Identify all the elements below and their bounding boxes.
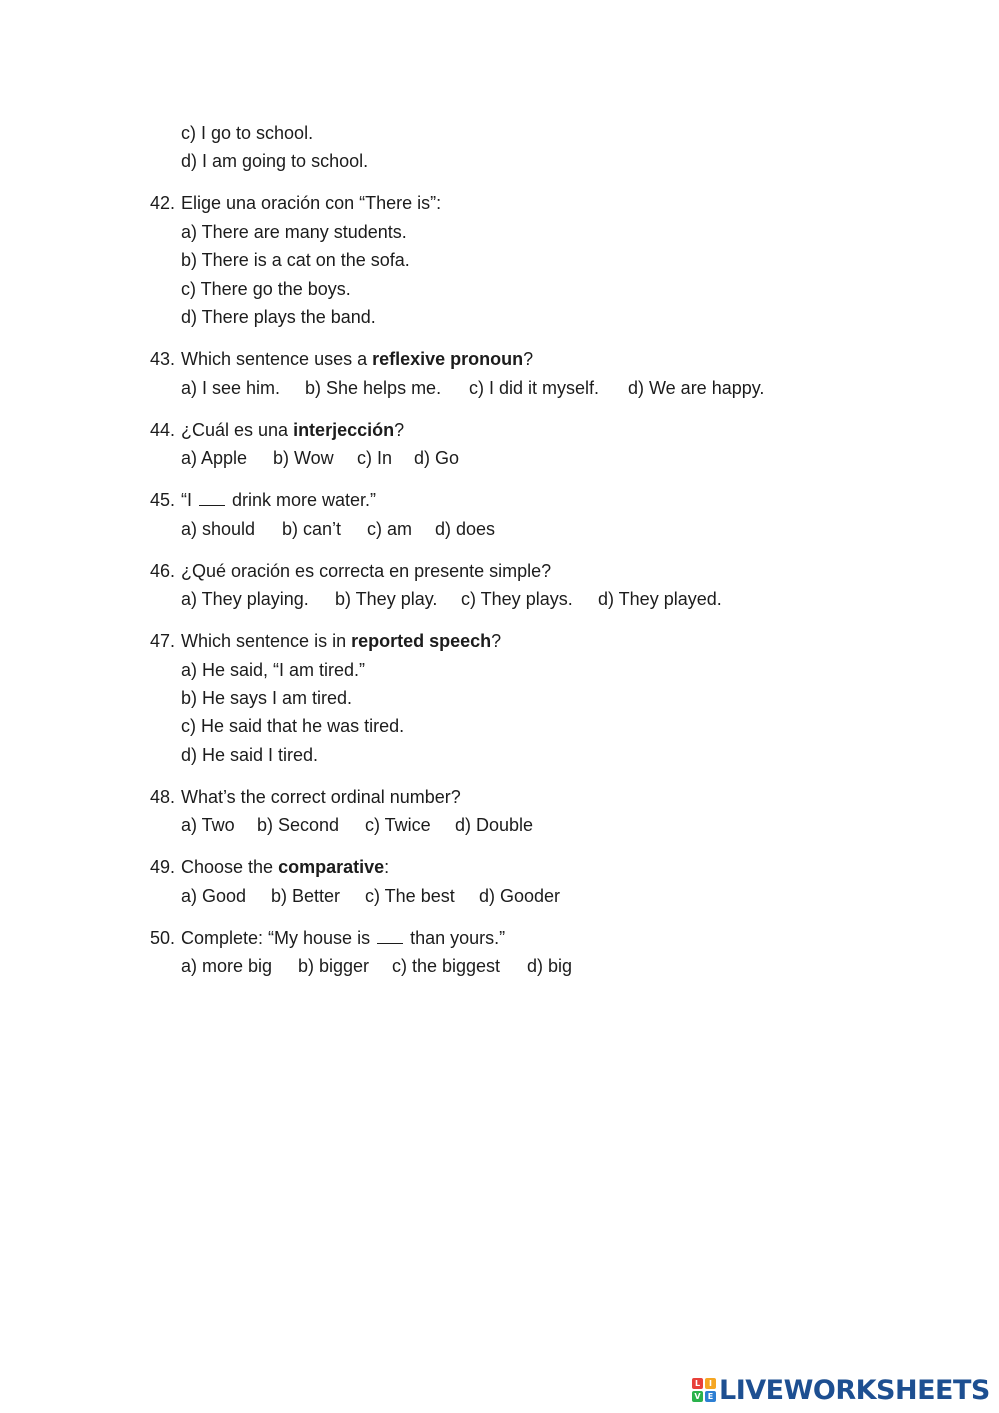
question-48-text: What’s the correct ordinal number? bbox=[181, 787, 461, 807]
question-49-text bbox=[181, 856, 389, 878]
question-45-text-post: drink more water.” bbox=[227, 490, 377, 510]
question-43-keyword: reflexive pronoun bbox=[372, 349, 524, 369]
question-46-option-d: d) They played. bbox=[598, 589, 722, 609]
question-43-text-post: ? bbox=[523, 349, 534, 369]
question-45-option-b: b) can’t bbox=[282, 519, 342, 539]
question-49-number: 49. bbox=[150, 857, 176, 877]
question-44-option-a: a) Apple bbox=[181, 448, 248, 468]
question-43-option-c: c) I did it myself. bbox=[469, 378, 600, 398]
question-46-option-a: a) They playing. bbox=[181, 589, 309, 609]
logo-tile: V bbox=[692, 1391, 703, 1402]
question-42-option-c: c) There go the boys. bbox=[181, 279, 351, 299]
question-44-text-pre: ¿Cuál es una bbox=[181, 420, 294, 440]
question-50-text-pre: Complete: “My house is bbox=[181, 928, 376, 948]
question-50-text-post: than yours.” bbox=[405, 928, 506, 948]
question-45-number: 45. bbox=[150, 490, 176, 510]
question-48-option-b: b) Second bbox=[257, 815, 340, 835]
logo-tile: I bbox=[705, 1378, 716, 1389]
question-49-option-d: d) Gooder bbox=[479, 886, 561, 906]
question-44-text-post: ? bbox=[394, 420, 405, 440]
question-44-option-c: c) In bbox=[357, 448, 393, 468]
question-42-option-b: b) There is a cat on the sofa. bbox=[181, 250, 410, 270]
question-46-option-c: c) They plays. bbox=[461, 589, 573, 609]
question-49-option-c: c) The best bbox=[365, 886, 455, 906]
question-47-text-pre: Which sentence is in bbox=[181, 631, 352, 651]
question-43-text-pre: Which sentence uses a bbox=[181, 349, 373, 369]
question-50-option-d: d) big bbox=[527, 956, 573, 976]
intro-option-c: c) I go to school. bbox=[181, 123, 314, 143]
question-47-option-c: c) He said that he was tired. bbox=[181, 716, 405, 736]
question-50-text bbox=[181, 927, 505, 949]
question-46-number: 46. bbox=[150, 561, 176, 581]
question-42-text: Elige una oración con “There is”: bbox=[181, 193, 442, 213]
logo-text: LIVEWORKSHEETS bbox=[719, 1374, 990, 1406]
question-42-option-d: d) There plays the band. bbox=[181, 307, 376, 327]
question-44-text bbox=[181, 419, 404, 441]
question-46-option-b: b) They play. bbox=[335, 589, 438, 609]
question-49-option-a: a) Good bbox=[181, 886, 247, 906]
question-43-option-d: d) We are happy. bbox=[628, 378, 765, 398]
logo-tiles-icon bbox=[692, 1378, 716, 1402]
question-46-text: ¿Qué oración es correcta en presente simple? bbox=[181, 561, 552, 581]
answer-blank bbox=[377, 929, 403, 944]
question-44-option-b: b) Wow bbox=[273, 448, 334, 468]
logo-tile: E bbox=[705, 1391, 716, 1402]
question-42-number: 42. bbox=[150, 193, 176, 213]
answer-blank bbox=[199, 491, 225, 506]
question-48-option-c: c) Twice bbox=[365, 815, 431, 835]
question-50-number: 50. bbox=[150, 928, 176, 948]
intro-option-d: d) I am going to school. bbox=[181, 151, 369, 171]
question-48-option-d: d) Double bbox=[455, 815, 534, 835]
question-45-text bbox=[181, 489, 376, 511]
logo-tile: L bbox=[692, 1378, 703, 1389]
question-45-text-pre: “I bbox=[181, 490, 197, 510]
question-48-option-a: a) Two bbox=[181, 815, 235, 835]
question-45-option-c: c) am bbox=[367, 519, 412, 539]
question-43-option-a: a) I see him. bbox=[181, 378, 281, 398]
question-47-keyword: reported speech bbox=[351, 631, 492, 651]
question-50-option-c: c) the biggest bbox=[392, 956, 501, 976]
question-43-option-b: b) She helps me. bbox=[305, 378, 442, 398]
question-50-option-b: b) bigger bbox=[298, 956, 370, 976]
question-47-text bbox=[181, 630, 501, 652]
question-49-option-b: b) Better bbox=[271, 886, 341, 906]
question-44-keyword: interjección bbox=[293, 420, 395, 440]
question-44-number: 44. bbox=[150, 420, 176, 440]
question-45-option-d: d) does bbox=[435, 519, 496, 539]
question-43-number: 43. bbox=[150, 349, 176, 369]
question-47-number: 47. bbox=[150, 631, 176, 651]
question-48-number: 48. bbox=[150, 787, 176, 807]
question-49-keyword: comparative bbox=[278, 857, 385, 877]
question-50-option-a: a) more big bbox=[181, 956, 273, 976]
question-47-text-post: ? bbox=[491, 631, 502, 651]
question-47-option-d: d) He said I tired. bbox=[181, 745, 319, 765]
question-44-option-d: d) Go bbox=[414, 448, 460, 468]
question-49-text-post: : bbox=[384, 857, 390, 877]
question-49-text-pre: Choose the bbox=[181, 857, 279, 877]
question-47-option-b: b) He says I am tired. bbox=[181, 688, 353, 708]
liveworksheets-logo[interactable] bbox=[692, 1374, 990, 1406]
question-47-option-a: a) He said, “I am tired.” bbox=[181, 660, 366, 680]
question-42-option-a: a) There are many students. bbox=[181, 222, 407, 242]
question-43-text bbox=[181, 348, 533, 370]
question-45-option-a: a) should bbox=[181, 519, 256, 539]
